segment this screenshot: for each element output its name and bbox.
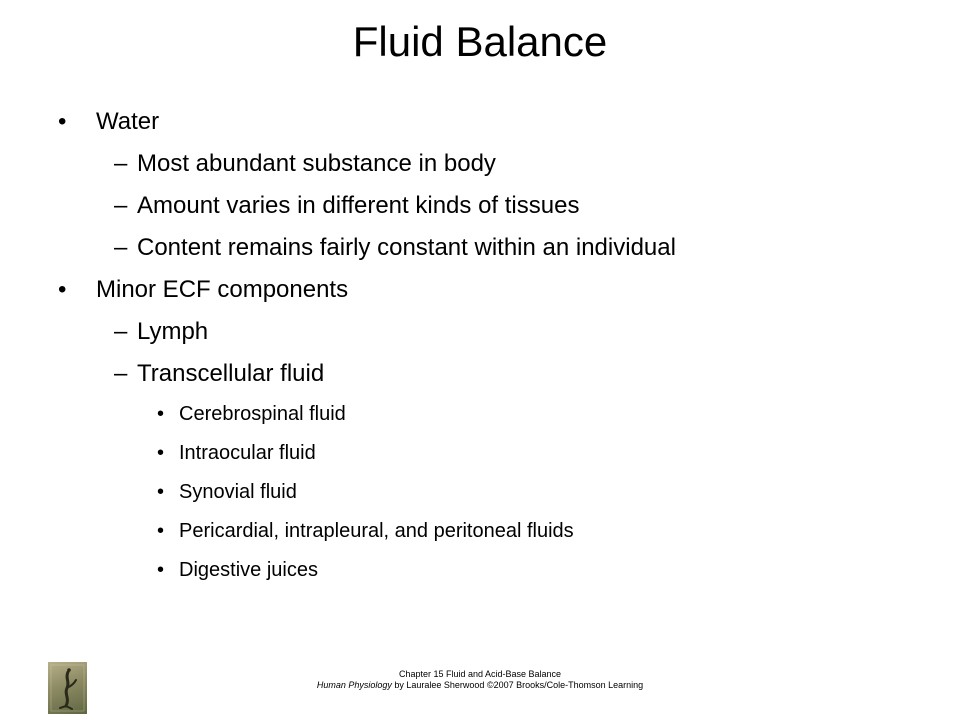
sub-sub-item xyxy=(58,473,938,512)
sub-item xyxy=(58,143,938,185)
slide-title: Fluid Balance xyxy=(352,18,608,65)
dash-marker: – xyxy=(114,234,128,261)
sub-item-text: Most abundant substance in body xyxy=(137,150,496,177)
sub-sub-item xyxy=(58,434,938,473)
bullet-minor-ecf xyxy=(58,269,938,311)
footer-credit: by Lauralee Sherwood ©2007 Brooks/Cole-Thomson Learning xyxy=(391,680,644,690)
dash-marker: – xyxy=(114,150,128,177)
sub-sub-item xyxy=(58,551,938,590)
dash-marker: – xyxy=(114,318,128,345)
sub-item-text: Lymph xyxy=(137,318,209,345)
bullet-marker: • xyxy=(157,403,165,425)
bullet-text: Water xyxy=(96,108,160,135)
sub-sub-item-text: Pericardial, intrapleural, and peritoneal fluids xyxy=(179,520,574,542)
footer-chapter: Chapter 15 Fluid and Acid-Base Balance xyxy=(398,669,562,679)
footer-credit-line xyxy=(0,680,960,691)
bullet-marker: • xyxy=(157,442,165,464)
bullet-marker: • xyxy=(157,520,165,542)
bullet-water xyxy=(58,101,938,143)
slide-footer xyxy=(0,669,960,691)
bullet-text: Minor ECF components xyxy=(96,276,349,303)
bullet-marker: • xyxy=(58,108,67,135)
sub-item-text: Content remains fairly constant within an individual xyxy=(137,234,676,261)
sub-item xyxy=(58,227,938,269)
sub-item-text: Transcellular fluid xyxy=(137,360,325,387)
sub-item xyxy=(58,311,938,353)
sub-sub-item-text: Digestive juices xyxy=(179,559,318,581)
sub-sub-item xyxy=(58,512,938,551)
bullet-marker: • xyxy=(157,559,165,581)
sub-sub-item xyxy=(58,395,938,434)
sub-item xyxy=(58,353,938,395)
sub-sub-item-text: Cerebrospinal fluid xyxy=(179,403,346,425)
bullet-marker: • xyxy=(58,276,67,303)
footer-book-title: Human Physiology xyxy=(316,680,392,690)
sub-sub-item-text: Intraocular fluid xyxy=(179,442,316,464)
bullet-marker: • xyxy=(157,481,165,503)
sub-sub-item-text: Synovial fluid xyxy=(179,481,297,503)
dash-marker: – xyxy=(114,360,128,387)
slide-content xyxy=(58,101,938,590)
dash-marker: – xyxy=(114,192,128,219)
sub-item-text: Amount varies in different kinds of tissues xyxy=(137,192,580,219)
sub-item xyxy=(58,185,938,227)
